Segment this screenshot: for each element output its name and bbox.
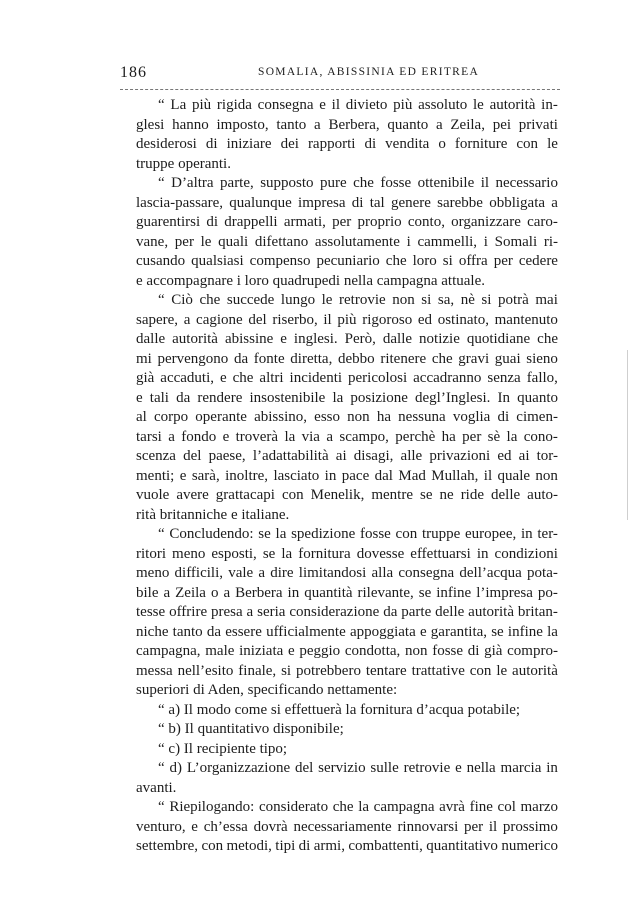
text-line: glesi hanno imposto, tanto a Berbera, quanto a Zeila, pei privati <box>136 116 558 133</box>
text-line: al corpo operante abissino, esso non ha nessuna voglia di cimen- <box>136 409 558 425</box>
text-line: vane, per le quali difettano assolutamente i cammelli, i Somali ri- <box>136 233 558 250</box>
text-line: truppe operanti. <box>136 155 231 172</box>
text-line: “ d) L’organizzazione del servizio sulle retrovie e nella marcia in <box>158 760 558 776</box>
text-line: “ b) Il quantitativo disponibile; <box>158 721 344 737</box>
text-line: “ D’altra parte, supposto pure che fosse ottenibile il necessario <box>158 175 558 191</box>
text-line: niche tanto da essere ufficialmente appoggiata e garantita, se infine la <box>136 623 558 640</box>
text-line: rità britanniche e italiane. <box>136 506 290 523</box>
text-line: desiderosi di iniziare dei rapporti di vendita o forniture con le <box>136 136 558 152</box>
text-line: bile a Zeila o a Berbera in quantità rilevante, se infine l’impresa po- <box>136 584 558 601</box>
text-line: tesse offrire presa a seria considerazione da parte delle autorità britan- <box>136 604 558 620</box>
text-line: menti; e sarà, inoltre, lasciato in pace dal Mad Mullah, il quale non <box>136 467 558 484</box>
text-line: “ c) Il recipiente tipo; <box>158 740 288 757</box>
text-line: già accaduti, e che altri incidenti pericolosi accadranno senza fallo, <box>136 370 558 386</box>
text-line: “ Concludendo: se la spedizione fosse con truppe europee, in ter- <box>158 526 558 542</box>
text-line: messa nell’esito finale, si potrebbero tentare trattative con le autorità <box>136 662 558 679</box>
page-header <box>120 64 560 88</box>
page-number: 186 <box>120 64 147 81</box>
text-line: campagna, male iniziata e peggio condotta, non fosse di già compro- <box>136 643 558 659</box>
text-line: venturo, e ch’essa dovrà necessariamente rinnovarsi per il prossimo <box>136 818 558 835</box>
text-line: scenza del paese, l’adattabilità ai disagi, alle privazioni ed ai tor- <box>136 448 558 464</box>
text-line: guarentirsi di drappelli armati, per proprio conto, organizzare caro- <box>136 214 558 230</box>
text-line: vuole avere grattacapi con Menelik, mentre se ne ride delle auto- <box>136 487 558 503</box>
text-line: “ La più rigida consegna e il divieto più assoluto le autorità in- <box>158 97 558 113</box>
text-line: tarsi a fondo e troverà la via a scampo, perchè ha per sè la cono- <box>136 428 558 445</box>
text-line: lascia-passare, qualunque impresa di tal genere sarebbe obbligata a <box>136 194 558 211</box>
text-line: mi pervengono da fonte diretta, debbo ritenere che gravi guai sieno <box>136 350 558 367</box>
text-line: settembre, con metodi, tipi di armi, combattenti, quantitativo numerico <box>136 838 558 854</box>
text-line: avanti. <box>136 779 177 796</box>
text-line: dalle autorità abissine e inglesi. Però, dalle notizie quotidiane che <box>136 331 558 347</box>
header-rule <box>120 89 560 90</box>
text-line: “ Riepilogando: considerato che la campagna avrà fine col marzo <box>158 799 558 815</box>
text-line: “ a) Il modo come si effettuerà la fornitura d’acqua potabile; <box>158 701 521 718</box>
text-line: superiori di Aden, specificando nettamente: <box>136 682 398 698</box>
text-line: e tali da rendere insostenibile la posizione degl’Inglesi. In quanto <box>136 389 558 406</box>
text-line: “ Ciò che succede lungo le retrovie non si sa, nè si potrà mai <box>158 292 558 308</box>
text-line: meno difficili, vale a dire limitandosi alla consegna dell’acqua pota- <box>136 565 558 581</box>
text-line: ritori meno esposti, se la fornitura dovesse effettuarsi in condizioni <box>136 545 558 562</box>
page-edge-mark <box>627 350 628 520</box>
text-line: e accompagnare i loro quadrupedi nella campagna attuale. <box>136 272 485 289</box>
text-line: sapere, a cagione del riserbo, il più rigoroso ed ostinato, mantenuto <box>136 311 558 328</box>
body-text <box>136 96 558 857</box>
text-line: cusando qualsiasi compenso pecuniario che loro si offra per cedere <box>136 253 558 269</box>
running-title: SOMALIA, ABISSINIA ED ERITREA <box>258 66 480 78</box>
